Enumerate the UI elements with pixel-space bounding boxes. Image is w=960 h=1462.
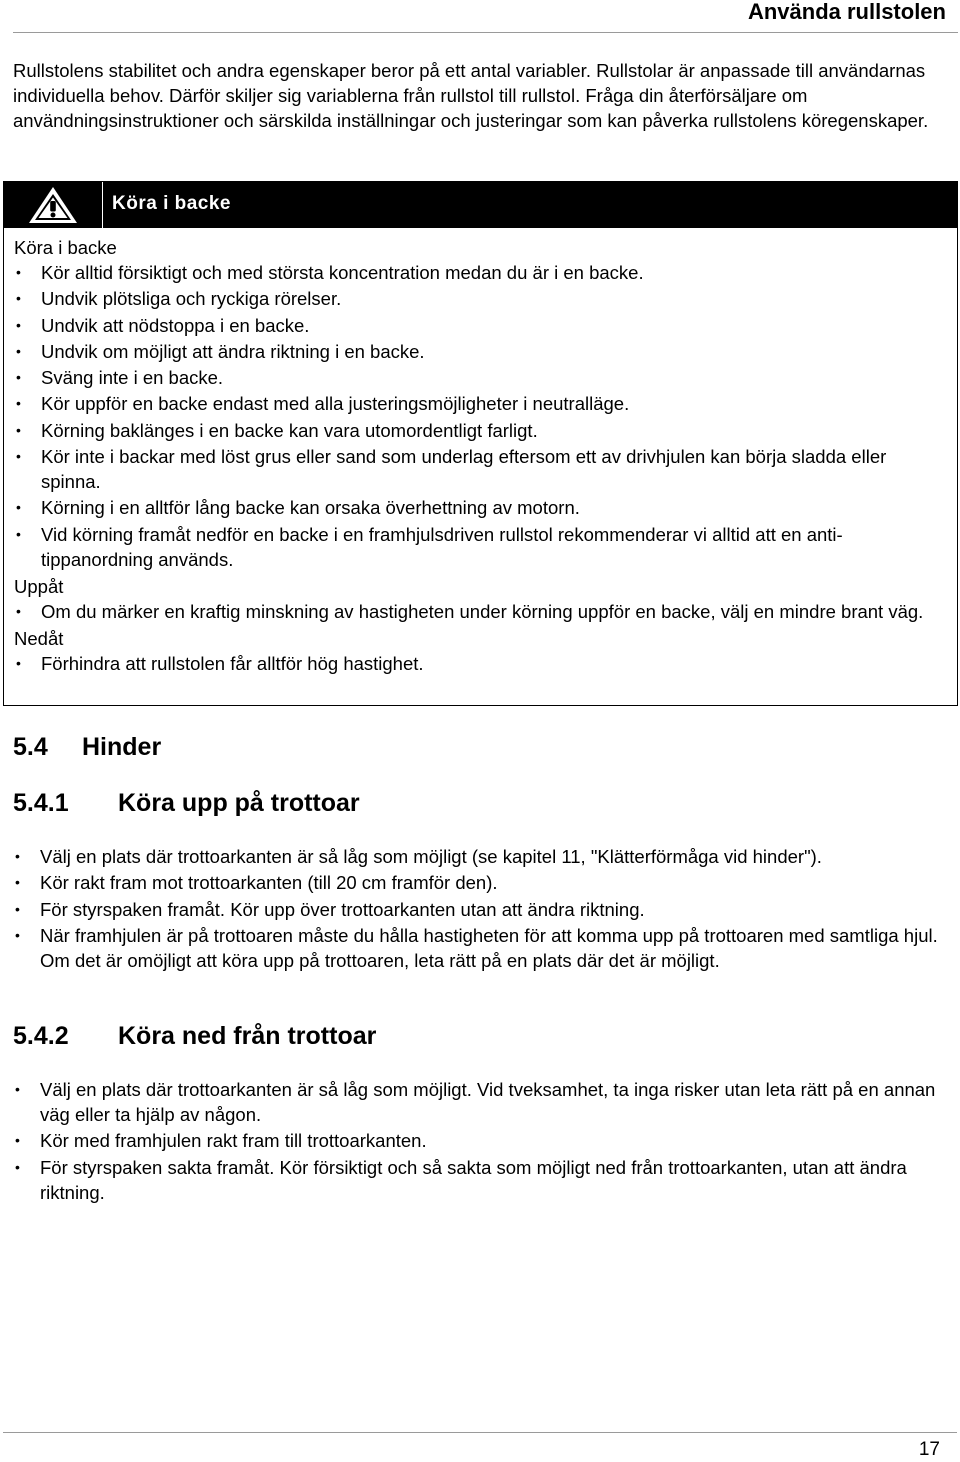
warning-triangle-icon bbox=[27, 185, 79, 225]
section-title: Hinder bbox=[82, 733, 162, 761]
header-rule bbox=[13, 32, 958, 33]
uphill-subhead: Uppåt bbox=[14, 575, 64, 597]
bullet-icon: • bbox=[16, 499, 21, 516]
warning-title: Köra i backe bbox=[112, 193, 231, 214]
list-item: • För styrspaken framåt. Kör upp över trottoarkanten utan att ändra riktning. bbox=[15, 898, 645, 920]
list-item: • Undvik att nödstoppa i en backe. bbox=[16, 314, 310, 336]
bullet-icon: • bbox=[15, 874, 20, 891]
section-title: Köra ned från trottoar bbox=[118, 1022, 377, 1050]
list-item: • Vid körning framåt nedför en backe i en framhjulsdriven rullstol rekommenderar vi alltid att en anti-tippanordning används. bbox=[16, 523, 843, 570]
bullet-icon: • bbox=[16, 395, 21, 412]
list-item: • Kör rakt fram mot trottoarkanten (till 20 cm framför den). bbox=[15, 872, 498, 894]
list-item: • Körning baklänges i en backe kan vara utomordentligt farligt. bbox=[16, 419, 538, 441]
list-item: • Välj en plats där trottoarkanten är så låg som möjligt (se kapitel 11, "Klätterförmåga vid hinder"). bbox=[15, 846, 822, 867]
list-item: • Kör inte i backar med löst grus eller sand som underlag eftersom ett av drivhjulen kan börja sladda eller spinna. bbox=[16, 446, 887, 493]
bullet-icon: • bbox=[15, 848, 20, 864]
bullet-icon: • bbox=[16, 525, 21, 542]
bullet-icon: • bbox=[15, 926, 20, 943]
curb-down-steps bbox=[13, 1077, 948, 1206]
bullet-icon: • bbox=[15, 900, 20, 917]
bullet-icon: • bbox=[16, 342, 21, 359]
bullet-icon: • bbox=[16, 369, 21, 386]
bullet-icon: • bbox=[16, 602, 21, 619]
list-item: • Undvik plötsliga och ryckiga rörelser. bbox=[16, 288, 342, 310]
bullet-icon: • bbox=[15, 1158, 20, 1175]
warning-body bbox=[14, 234, 949, 678]
warning-box bbox=[3, 181, 958, 706]
section-number: 5.4.2 bbox=[13, 1022, 69, 1050]
uphill-list bbox=[14, 599, 949, 624]
list-item: • Körning i en alltför lång backe kan orsaka överhettning av motorn. bbox=[16, 497, 580, 519]
list-item: • Kör med framhjulen rakt fram till trottoarkanten. bbox=[15, 1130, 427, 1152]
warning-list bbox=[14, 260, 949, 572]
intro-paragraph: Rullstolens stabilitet och andra egenskaper beror på ett antal variabler. Rullstolar är anpassade till användarnas individuella behov. Därför skiljer sig variablerna från rullstol till rullstol. Fråga din återförsäljare om användningsinstruktioner och särskilda inställningar och justeringar som kan påverka rullstolens köregenskaper. bbox=[13, 60, 929, 131]
section-heading-5-4-1 bbox=[13, 788, 360, 818]
list-item: • Kör uppför en backe endast med alla justeringsmöjligheter i neutralläge. bbox=[16, 393, 630, 415]
downhill-subhead: Nedåt bbox=[14, 628, 64, 650]
bullet-icon: • bbox=[16, 264, 21, 280]
bullet-icon: • bbox=[15, 1132, 20, 1149]
list-item: • Undvik om möjligt att ändra riktning i en backe. bbox=[16, 340, 425, 362]
warning-icon-cell bbox=[4, 182, 103, 228]
list-item: • Om du märker en kraftig minskning av hastigheten under körning uppför en backe, välj en mindre brant väg. bbox=[16, 600, 924, 622]
section-heading-5-4-2 bbox=[13, 1021, 376, 1051]
footer-rule bbox=[3, 1432, 957, 1433]
warning-subhead: Köra i backe bbox=[14, 237, 117, 258]
list-item: • När framhjulen är på trottoaren måste du hålla hastigheten för att komma upp på trottoaren med samtliga hjul. Om det är omöjligt att köra upp på trottoaren, leta rätt på en plats där det är möjligt. bbox=[15, 924, 938, 971]
section-title: Köra upp på trottoar bbox=[118, 789, 360, 817]
list-item: • Kör alltid försiktigt och med största koncentration medan du är i en backe. bbox=[16, 262, 644, 283]
bullet-icon: • bbox=[16, 290, 21, 307]
downhill-list bbox=[14, 651, 949, 676]
page-number: 17 bbox=[918, 1439, 940, 1460]
bullet-icon: • bbox=[15, 1081, 20, 1097]
list-item: • Sväng inte i en backe. bbox=[16, 367, 224, 389]
list-item: • Välj en plats där trottoarkanten är så låg som möjligt. Vid tveksamhet, ta inga risker utan leta rätt på en annan väg eller ta hjälp av någon. bbox=[15, 1079, 936, 1125]
bullet-icon: • bbox=[16, 421, 21, 438]
section-heading-5-4 bbox=[13, 732, 161, 762]
warning-header bbox=[4, 182, 957, 228]
bullet-icon: • bbox=[16, 448, 21, 465]
curb-up-steps bbox=[13, 844, 948, 974]
section-number: 5.4 bbox=[13, 733, 48, 761]
running-header-title: Använda rullstolen bbox=[747, 0, 946, 24]
bullet-icon: • bbox=[16, 655, 21, 672]
bullet-icon: • bbox=[16, 316, 21, 333]
section-number: 5.4.1 bbox=[13, 789, 69, 817]
list-item: • För styrspaken sakta framåt. Kör försiktigt och så sakta som möjligt ned från trottoarkanten, utan att ändra riktning. bbox=[15, 1156, 907, 1203]
list-item: • Förhindra att rullstolen får alltför hög hastighet. bbox=[16, 653, 424, 675]
